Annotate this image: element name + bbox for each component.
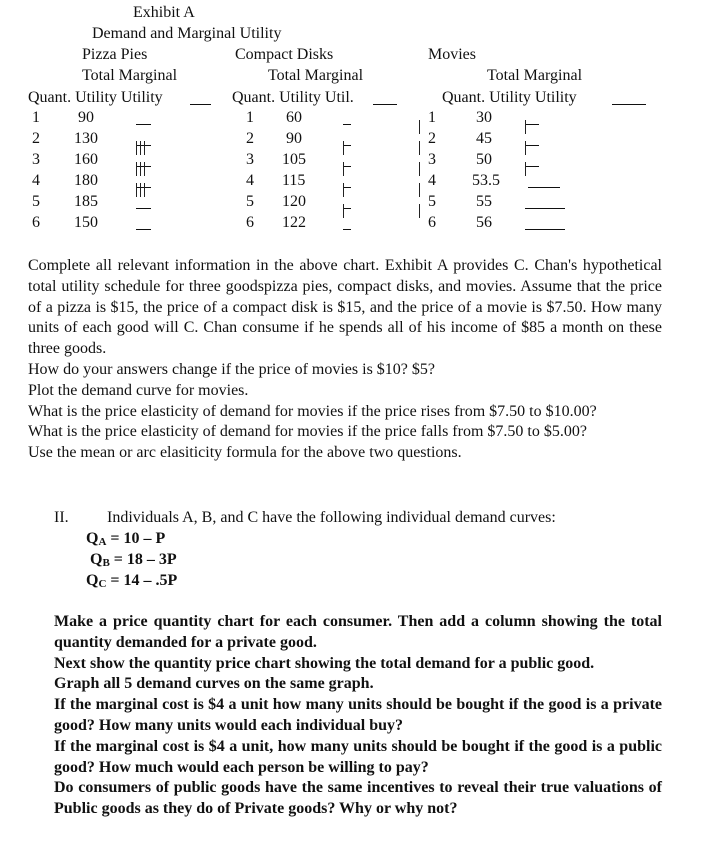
utility-cell: 50 — [476, 151, 492, 168]
pizza-header-2: Quant. Utility Utility — [28, 89, 163, 106]
quantity-cell: 6 — [32, 214, 40, 231]
pizza-header-1: Total Marginal — [82, 67, 178, 84]
divider — [136, 162, 137, 176]
divider — [419, 204, 420, 218]
utility-cell: 120 — [282, 193, 306, 210]
questions-part2 — [54, 612, 662, 820]
marginal-utility-blank — [343, 112, 351, 125]
quantity-cell: 5 — [428, 193, 436, 210]
utility-cell: 160 — [74, 151, 98, 168]
cds-header-1: Total Marginal — [268, 67, 364, 84]
quantity-cell: 3 — [246, 151, 254, 168]
utility-cell: 55 — [476, 193, 492, 210]
movies-header-2: Quant. Utility Utility — [442, 89, 577, 106]
utility-cell: 60 — [286, 109, 302, 126]
utility-cell: 56 — [476, 214, 492, 231]
marginal-utility-blank — [525, 154, 539, 167]
divider — [136, 183, 137, 197]
utility-cell: 90 — [78, 109, 94, 126]
cds-header-blank — [373, 92, 397, 105]
marginal-utility-blank — [343, 196, 351, 209]
divider — [525, 162, 526, 176]
quantity-cell: 3 — [32, 151, 40, 168]
utility-cell: 30 — [476, 109, 492, 126]
question-text: If the marginal cost is $4 a unit how many units should be bought if the good is a private good? How many units would each individual buy? — [54, 696, 662, 734]
divider — [419, 162, 420, 176]
marginal-utility-blank — [343, 154, 351, 167]
quantity-cell: 4 — [246, 172, 254, 189]
marginal-utility-blank — [525, 112, 539, 125]
divider — [144, 183, 145, 197]
marginal-utility-blank — [528, 175, 560, 188]
question-text: Next show the quantity price chart showing the total demand for a public good. — [54, 654, 595, 672]
section-numeral: II. — [54, 509, 69, 526]
questions-part1 — [28, 256, 662, 464]
utility-cell: 150 — [74, 214, 98, 231]
utility-cell: 185 — [74, 193, 98, 210]
question-text: What is the price elasticity of demand for movies if the price rises from $7.50 to $10.00? — [28, 402, 597, 420]
question-text: Use the mean or arc elasiticity formula for the above two questions. — [28, 444, 462, 462]
divider — [419, 120, 420, 134]
quantity-cell: 5 — [246, 193, 254, 210]
quantity-cell: 1 — [428, 109, 436, 126]
quantity-cell: 2 — [428, 130, 436, 147]
quantity-cell: 1 — [32, 109, 40, 126]
cds-name: Compact Disks — [235, 46, 334, 63]
question-text: Complete all relevant information in the above chart. Exhibit A provides C. Chan's hypothetical total utility schedule for three goodspizza pies, compact disks, and movies. Assume that the price of a pizza is $15, the price of a compact disk is $15, and the price of a movie is $7.50. How many units of each good will C. Chan consume if he spends all of his income of $85 a month on these three goods. — [28, 257, 662, 358]
utility-cell: 90 — [286, 130, 302, 147]
divider — [343, 183, 344, 197]
demand-equation-a: $Q_A = 10 - P$ — [86, 530, 166, 548]
question-text: What is the price elasticity of demand for movies if the price falls from $7.50 to $5.00? — [28, 423, 587, 441]
question-text: Do consumers of public goods have the same incentives to reveal their true valuations of Public goods as they do of Private goods? Why or why not? — [54, 779, 662, 818]
quantity-cell: 6 — [428, 214, 436, 231]
quantity-cell: 5 — [32, 193, 40, 210]
divider — [144, 141, 145, 155]
divider — [343, 204, 344, 218]
quantity-cell: 1 — [246, 109, 254, 126]
marginal-utility-blank — [525, 133, 539, 146]
movies-name: Movies — [428, 46, 476, 63]
section-intro: Individuals A, B, and C have the following individual demand curves: — [107, 509, 556, 526]
utility-cell: 105 — [282, 151, 306, 168]
exhibit-title: Exhibit A — [133, 4, 195, 21]
utility-cell: 115 — [282, 172, 306, 189]
quantity-cell: 6 — [246, 214, 254, 231]
divider — [343, 162, 344, 176]
cds-header-2: Quant. Utility Util. — [232, 89, 354, 106]
divider — [136, 141, 137, 155]
quantity-cell: 3 — [428, 151, 436, 168]
question-text: Graph all 5 demand curves on the same graph. — [54, 675, 374, 693]
marginal-utility-blank — [136, 112, 151, 125]
pizza-header-blank — [190, 92, 211, 105]
divider — [144, 162, 145, 176]
utility-cell: 53.5 — [472, 172, 500, 189]
quantity-cell: 4 — [428, 172, 436, 189]
marginal-utility-blank — [136, 196, 151, 209]
demand-equation-c: $Q_C = 14 - .5P$ — [86, 572, 178, 590]
question-text: Make a price quantity chart for each consumer. Then add a column showing the total quantity demanded for a private good. — [54, 613, 662, 651]
question-text: Plot the demand curve for movies. — [28, 381, 249, 399]
utility-cell: 45 — [476, 130, 492, 147]
movies-header-1: Total Marginal — [487, 67, 583, 84]
divider — [525, 141, 526, 155]
divider — [419, 183, 420, 197]
quantity-cell: 2 — [246, 130, 254, 147]
divider — [140, 183, 141, 197]
marginal-utility-blank — [525, 217, 565, 230]
quantity-cell: 2 — [32, 130, 40, 147]
divider — [525, 120, 526, 134]
divider — [343, 141, 344, 155]
demand-equation-b: $Q_B = 18 - 3P$ — [90, 551, 177, 569]
exhibit-subtitle: Demand and Marginal Utility — [92, 25, 282, 42]
divider — [140, 162, 141, 176]
marginal-utility-blank — [343, 133, 351, 146]
divider — [419, 141, 420, 155]
marginal-utility-blank — [343, 175, 351, 188]
utility-cell: 180 — [74, 172, 98, 189]
question-text: How do your answers change if the price of movies is $10? $5? — [28, 360, 435, 378]
pizza-name: Pizza Pies — [82, 46, 148, 63]
question-text: If the marginal cost is $4 a unit, how many units should be bought if the good is a public good? How much would each person be willing to pay? — [54, 737, 662, 776]
marginal-utility-blank — [343, 217, 351, 230]
divider — [140, 141, 141, 155]
movies-header-blank — [612, 92, 646, 105]
utility-cell: 130 — [74, 130, 98, 147]
marginal-utility-blank — [136, 217, 151, 230]
utility-cell: 122 — [282, 214, 306, 231]
quantity-cell: 4 — [32, 172, 40, 189]
marginal-utility-blank — [525, 196, 565, 209]
